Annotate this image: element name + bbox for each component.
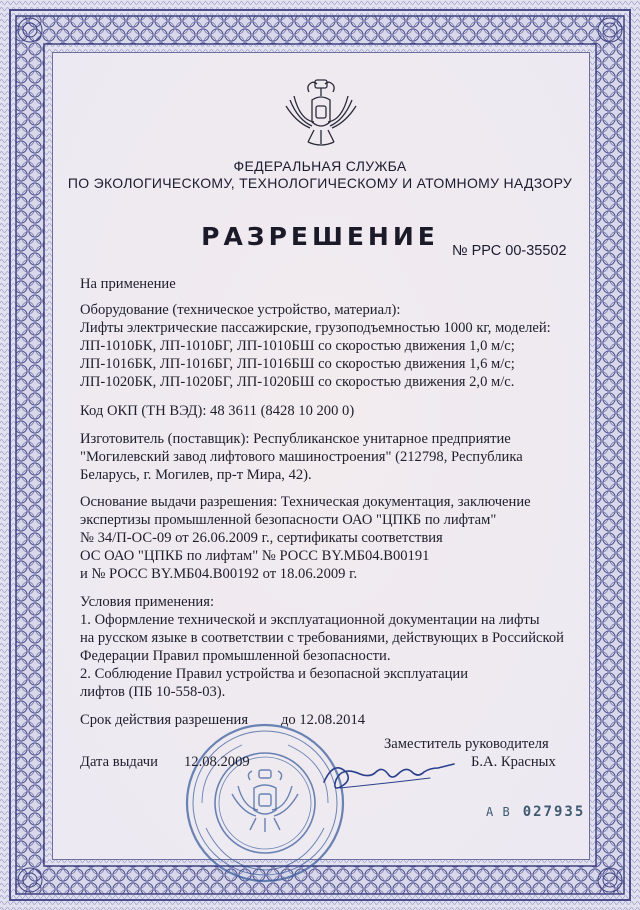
official-seal-icon — [180, 718, 350, 888]
conditions-line: на русском языке в соответствии с требованиями, действующих в Российской — [80, 630, 564, 646]
manufacturer-line: Изготовитель (поставщик): Республиканское унитарное предприятие — [80, 431, 511, 447]
equipment-line: ЛП-1020БК, ЛП-1020БГ, ЛП-1020БШ со скоростью движения 2,0 м/с. — [80, 374, 515, 390]
permit-number: № РРС 00-35502 — [452, 243, 567, 259]
basis-line: ОС ОАО "ЦПКБ по лифтам" № РОСС BY.МБ04.В00191 — [80, 548, 430, 564]
conditions-line: лифтов (ПБ 10-558-03). — [80, 684, 226, 700]
signer-name: Б.А. Красных — [471, 754, 556, 770]
equipment-line: ЛП-1016БК, ЛП-1016БГ, ЛП-1016БШ со скоростью движения 1,6 м/с; — [80, 356, 515, 372]
basis-line: и № РОСС BY.МБ04.В00192 от 18.06.2009 г. — [80, 566, 358, 582]
document-title: РАЗРЕШЕНИЕ — [201, 222, 439, 251]
serial-series: А В — [486, 805, 511, 819]
basis-line: экспертизы промышленной безопасности ОАО "ЦПКБ по лифтам" — [80, 512, 497, 528]
manufacturer-line: "Могилевский завод лифтового машиностроения" (212798, Республика — [80, 449, 523, 465]
agency-name-line1: ФЕДЕРАЛЬНАЯ СЛУЖБА — [233, 158, 407, 174]
application-label: На применение — [80, 276, 176, 292]
signer-title: Заместитель руководителя — [384, 736, 549, 752]
conditions-line: 2. Соблюдение Правил устройства и безопасной эксплуатации — [80, 666, 469, 682]
conditions-line: Условия применения: — [80, 594, 215, 610]
manufacturer-line: Беларусь, г. Могилев, пр-т Мира, 42). — [80, 467, 312, 483]
basis-line: Основание выдачи разрешения: Техническая документация, заключение — [80, 494, 531, 510]
conditions-line: 1. Оформление технической и эксплуатационной документации на лифты — [80, 612, 540, 628]
signature-icon — [320, 752, 470, 802]
validity-label: Срок действия разрешения — [80, 712, 249, 728]
russian-eagle-icon — [282, 78, 360, 148]
equipment-label: Оборудование (техническое устройство, материал): — [80, 302, 401, 318]
okp-code: Код ОКП (ТН ВЭД): 48 3611 (8428 10 200 0) — [80, 403, 355, 419]
validity-value: до 12.08.2014 — [281, 712, 366, 728]
conditions-line: Федерации Правил промышленной безопасности. — [80, 648, 391, 664]
serial-number — [486, 804, 585, 820]
agency-name-line2: ПО ЭКОЛОГИЧЕСКОМУ, ТЕХНОЛОГИЧЕСКОМУ И АТОМНОМУ НАДЗОРУ — [67, 175, 573, 191]
equipment-line: Лифты электрические пассажирские, грузоподъемностью 1000 кг, моделей: — [80, 320, 551, 336]
serial-digits: 027935 — [522, 804, 586, 820]
issue-date: 12.08.2009 — [184, 754, 250, 770]
basis-line: № 34/П-ОС-09 от 26.06.2009 г., сертификаты соответствия — [80, 530, 443, 546]
equipment-line: ЛП-1010БК, ЛП-1010БГ, ЛП-1010БШ со скоростью движения 1,0 м/с; — [80, 338, 515, 354]
issue-date-label: Дата выдачи — [80, 754, 158, 770]
